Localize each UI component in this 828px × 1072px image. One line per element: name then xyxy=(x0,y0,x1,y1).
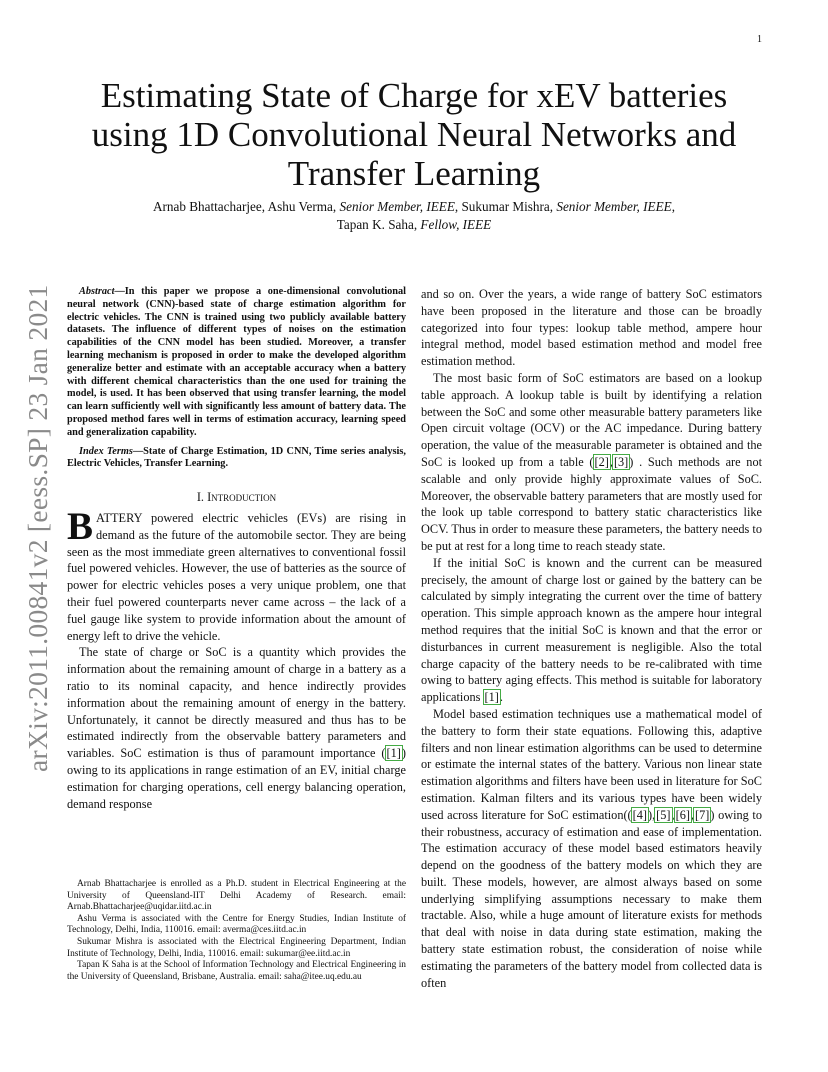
drop-cap: B xyxy=(67,504,94,548)
intro-paragraph-1-text: ATTERY powered electric vehicles (EVs) are rising in demand as the future of the automobile sector. They are being seen as the most immediate green alternatives to conventional fossil fuel powered vehicles. However, the use of batteries as the source of power for electric vehicles poses a very unique problem, one that their fuel powered counterparts never came across – the lack of a fuel gauge like system to provide information about the amount of energy left to drive the vehicle. xyxy=(67,510,406,643)
citation-link[interactable]: [5] xyxy=(656,807,671,822)
right-paragraph-2-text-a: The most basic form of SoC estimators are based on a lookup table approach. A lookup table is built by identifying a relation between the SoC and some other measurable battery parameters like Open circuit voltage (OCV) or the AC impedance. During battery operation, the value of the measurable parameter is obtained and the SoC is looked up from a table ( xyxy=(421,370,762,469)
citation-link[interactable]: [1] xyxy=(484,690,499,705)
arxiv-stamp: arXiv:2011.00841v2 [eess.SP] 23 Jan 2021 xyxy=(22,284,53,772)
intro-paragraph-2 xyxy=(67,644,406,812)
citation-separator: , xyxy=(609,454,613,469)
index-terms-text: —State of Charge Estimation, 1D CNN, Time series analysis, Electric Vehicles, Transfer Learning. xyxy=(67,445,406,470)
author-list xyxy=(140,198,688,234)
footnote: Tapan K Saha is at the School of Information Technology and Electrical Engineering in the University of Queensland, Brisbane, Australia. email: saha@itee.uq.edu.au xyxy=(67,960,406,982)
citation-link[interactable]: [4] xyxy=(632,807,647,822)
right-paragraph-4-text-a: Model based estimation techniques use a mathematical model of the battery to form their state equations. Following this, adaptive filters and non linear estimation algorithms can be used to determine or estimate the internal states of the battery. Various non linear state estimation algorithms and filters have been used in literature for SoC estimation. Kalman filters and its various types have been widely used across literature for SoC estimation(( xyxy=(421,706,762,822)
right-paragraph-3-text-b: . xyxy=(499,690,503,705)
author-names-1: Arnab Bhattacharjee, Ashu Verma, xyxy=(152,199,340,214)
intro-paragraph-1 xyxy=(67,504,406,644)
abstract-label: Abstract xyxy=(79,286,115,297)
right-paragraph-1: and so on. Over the years, a wide range of battery SoC estimators have been proposed in the literature and those can be broadly categorized into four types: lookup table method, ampere hour integral method, model based estimation method and model free estimation method. xyxy=(421,287,762,369)
citation-separator: , xyxy=(671,807,675,822)
right-paragraph-4 xyxy=(421,706,762,992)
author-footnotes xyxy=(67,879,406,983)
intro-paragraph-2-text-a: The state of charge or SoC is a quantity which provides the information about the remaining amount of charge in a battery as a ratio to its nominal capacity, and hence indirectly provides information about the remaining amount of energy in the battery. Unfortunately, it cannot be directly measured and thus has to be estimated indirectly from the observable battery parameters and variables. SoC estimation is thus of paramount importance ( xyxy=(67,645,406,761)
right-paragraph-4-text-b: ) owing to their robustness, accuracy of estimation and ease of implementation. The estimation accuracy of these model based estimators heavily depend on the goodness of the battery models on which they are built. These models, however, are almost always based on some underlying simplifying assumptions necessary to make them tractable. Also, while a huge amount of literature exists for methods that deal with noise in data during state estimation, making the battery state estimation robust, the consideration of noise while estimating the parameters of the battery model from collected data is often xyxy=(421,807,762,990)
footnote: Ashu Verma is associated with the Centre for Energy Studies, Indian Institute of Technology, Delhi, India, 110016. email: averma@ces.iitd.ac.in xyxy=(67,913,406,936)
right-paragraph-3-text-a: If the initial SoC is known and the current can be measured precisely, the amount of charge lost or gained by the battery can be calculated by simply integrating the current over the time of battery operation. This simple approach known as the ampere hour integral method requires that the initial SoC is known and that the error or disturbances in current measurement is negligible. Also the total charge capacity of the battery needs to be re-calibrated with time owing to battery aging effects. This method is suitable for laboratory applications xyxy=(421,555,762,705)
author-role-1: Senior Member, IEEE xyxy=(339,199,455,214)
author-names-2: , Sukumar Mishra, xyxy=(454,199,557,214)
citation-link[interactable]: [6] xyxy=(675,807,690,822)
index-terms-label: Index Terms xyxy=(79,445,133,457)
left-column xyxy=(67,286,406,812)
citation-link[interactable]: [7] xyxy=(695,807,710,822)
section-heading-introduction: I. Introduction xyxy=(196,490,277,505)
citation-link[interactable]: [3] xyxy=(613,454,629,469)
paper-title: Estimating State of Charge for xEV batteries using 1D Convolutional Neural Networks and Transfer Learning xyxy=(91,76,737,193)
page-number: 1 xyxy=(757,34,762,45)
author-names-3: , Tapan K. Saha, xyxy=(336,199,675,232)
right-paragraph-3 xyxy=(421,555,762,706)
right-paragraph-2 xyxy=(421,370,762,555)
author-role-3: Fellow, IEEE xyxy=(420,217,492,232)
footnote: Arnab Bhattacharjee is enrolled as a Ph.D. student in Electrical Engineering at the University of Queensland-IIT Delhi Academy of Research. email: Arnab.Bhattacharjee@uqidar.iitd.ac.in xyxy=(67,879,406,913)
citation-link[interactable]: [1] xyxy=(386,746,401,761)
citation-separator: ), xyxy=(648,807,656,822)
intro-paragraph-2-text-b: ) owing to its applications in range estimation of an EV, initial charge estimation for charging operations, cell energy balancing operation, demand response xyxy=(67,746,406,811)
right-column xyxy=(421,286,762,991)
author-role-2: Senior Member, IEEE xyxy=(556,199,672,214)
abstract xyxy=(67,286,406,440)
right-paragraph-2-text-b: ) . Such methods are not scalable and only provide highly approximate values of SoC. Moreover, the observable battery parameters that are mostly used for the look up table correspond to battery static characteristics like OCV. Thus in order to measure these parameters, the battery needs to be put at rest for a long time to reach steady state. xyxy=(421,454,763,553)
citation-separator: , xyxy=(690,807,695,822)
footnote: Sukumar Mishra is associated with the Electrical Engineering Department, Indian Institute of Technology, Delhi, India, 110016. email: sukumar@ee.iitd.ac.in xyxy=(67,936,406,959)
index-terms xyxy=(67,446,406,472)
abstract-text: —In this paper we propose a one-dimensional convolutional neural network (CNN)-based state of charge estimation algorithm for electric vehicles. The CNN is trained using two publicly available battery datasets. The influence of different types of noises on the estimation capabilities of the CNN model has been studied. Moreover, a transfer learning mechanism is proposed in order to make the developed algorithm generalize better and estimate with an acceptable accuracy when a battery with different chemical characteristics than the one used for training the model, is used. It has been observed that using transfer learning, the model can learn sufficiently well with significantly less amount of battery data. The proposed method fares well in terms of estimation accuracy, learning speed and generalization capability. xyxy=(67,286,406,438)
citation-link[interactable]: [2] xyxy=(594,454,609,469)
